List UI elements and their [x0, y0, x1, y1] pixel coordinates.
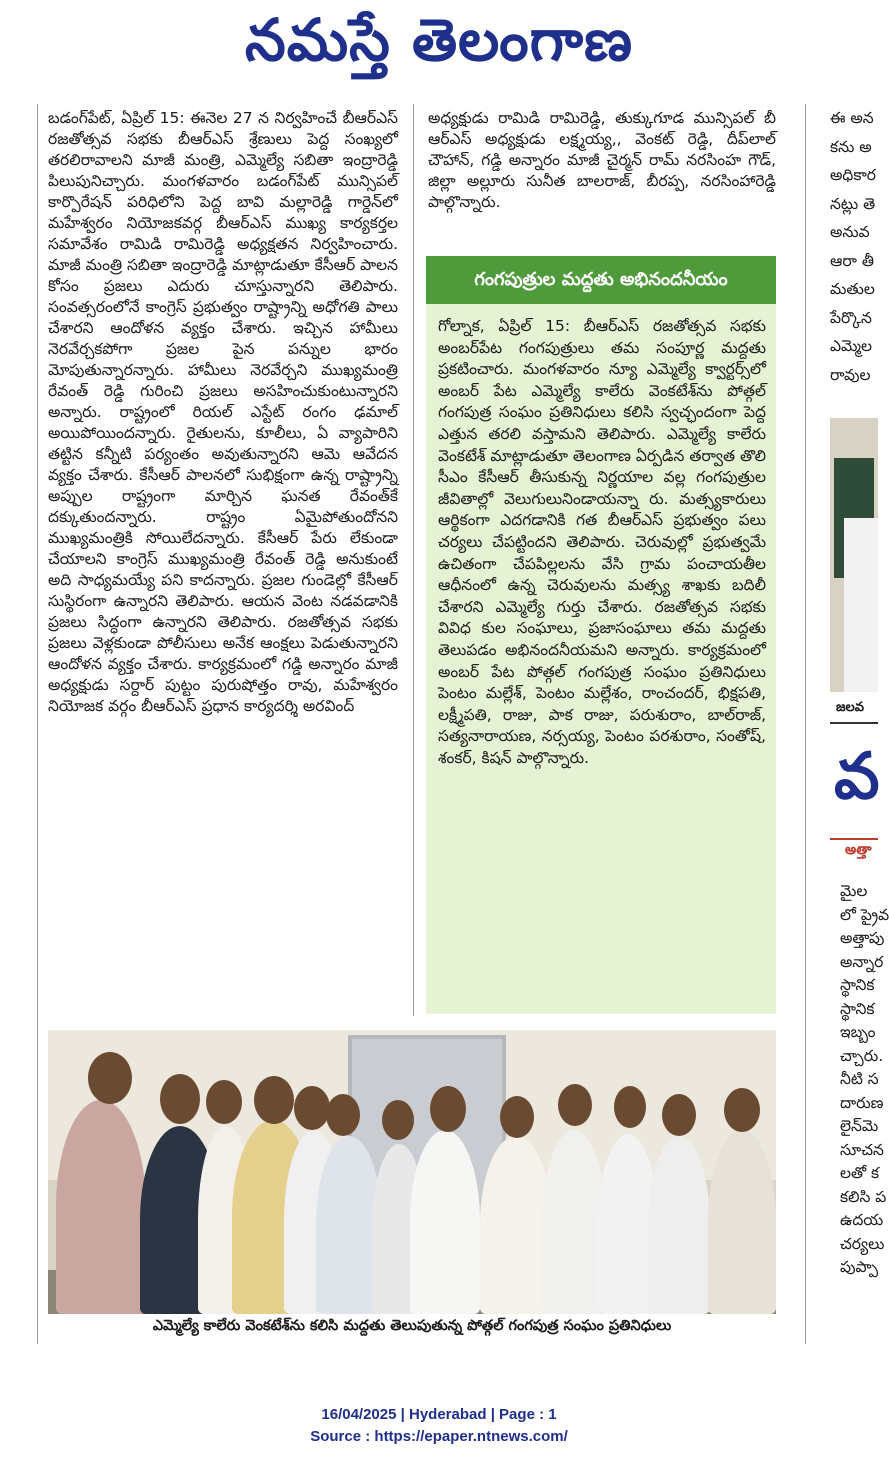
adjacent-line-fragment: అధికార [830, 166, 876, 184]
sidebar-article-heading: గంగపుత్రుల మద్దతు అభినందనీయం [426, 256, 776, 304]
adjacent-line-fragment: ఉదయ [840, 1211, 884, 1229]
footer-date-line: 16/04/2025 | Hyderabad | Page : 1 [321, 1406, 557, 1423]
adjacent-line-fragment: అన్నార [840, 952, 884, 971]
adjacent-line-fragment: అనువ [830, 223, 870, 241]
adjacent-line-fragment: లో ప్రైవ [840, 905, 889, 924]
adjacent-line-fragment: పేర్కొన [830, 308, 872, 327]
section-rule [830, 838, 878, 840]
adjacent-line-fragment: కలిసి ప [840, 1187, 887, 1206]
masthead [0, 0, 878, 92]
column-divider [805, 104, 806, 1344]
group-photo [48, 1030, 776, 1314]
adjacent-line-fragment: దారుణ [840, 1093, 884, 1112]
footer [0, 1404, 878, 1448]
adjacent-line-fragment: ఈ అన [830, 109, 874, 127]
adjacent-photo-caption: జలవ [836, 700, 864, 715]
adjacent-line-fragment: స్థానిక [840, 999, 875, 1018]
adjacent-line-fragment: ఇబ్బం [840, 1023, 876, 1041]
main-article-text: బడంగ్‌పేట్, ఏప్రిల్ 15: ఈనెల 27 న నిర్వహించే బీఆర్ఎస్ రజతోత్సవ సభకు బీఆర్ఎస్ శ్రేణులు పెద్ద సంఖ్యలో తరలిరావాలని మాజీ మంత్రి, ఎమ్మెల్యే సబితా ఇంద్రారెడ్డి పిలుపునిచ్చారు. మంగళవారం బడంగ్‌పేట్ మున్సిపల్ కార్పొరేషన్ పరిధిలోని పెద్ద బావి మల్లారెడ్డి గార్డెన్‌లో మహేశ్వరం నియోజకవర్గ బీఆర్ఎస్ ముఖ్య కార్యకర్తల సమావేశం రామిడి రామిరెడ్డి అధ్యక్షతన నిర్వహించారు. మాజీ మంత్రి సబితా ఇంద్రారెడ్డి మాట్లాడుతూ కేసీఆర్ పాలన కోసం ప్రజలు ఎదురు చూస్తున్నారని తెలిపారు. సంవత్సరంలోనే కాంగ్రెస్ ప్రభుత్వం రాష్ట్రాన్ని అధోగతి పాలు చేశారని ఆందోళన వ్యక్తం చేశారు. ఇచ్చిన హామీలు నెరవేర్చకపోగా ప్రజల పైన పన్నుల భారం మోపుతున్నారన్నారు. హామీలు నెరవేర్చని ముఖ్యమంత్రి రేవంత్ రెడ్డి గురించి ప్రజలు అసహించుకుంటున్నారని అన్నారు. రాష్ట్రంలో రియల్ ఎస్టేట్ రంగం ఢమాల్ అయిపోయిందన్నారు. రైతులను, కూలీలు, ఏ వ్యాపారిని తట్టిన కన్నీటి పర్యంతం అవుతున్నారని ఆమె ఆవేదన వ్యక్తం చేశారు. కేసీఆర్ పాలనలో సుభిక్షంగా ఉన్న రాష్ట్రాన్ని అప్పుల రాష్ట్రంగా మార్చిన ఘనత రేవంత్‌కే దక్కుతుందన్నారు. రాష్ట్రం ఏమైపోతుందోనని ముఖ్యమంత్రికి సోయిలేదన్నారు. కేసీఆర్ పేరు లేకుండా చేయాలని కాంగ్రెస్ ముఖ్యమంత్రి రేవంత్ రెడ్డి అనుకుంటే అది సాధ్యమయ్యే పని కాదన్నారు. ప్రజల గుండెల్లో కేసీఆర్ సుస్థిరంగా ఉన్నారని తెలిపారు. ఆయన వెంట నడవడానికి ప్రజలు సిద్ధంగా ఉన్నారని తెలిపారు. రజతోత్సవ సభకు ప్రజలు వెళ్లకుండా పోలీసులు అనేక ఆంక్షలు పెడుతున్నారని ఆందోళన వ్యక్తం చేశారు. కార్యక్రమంలో గడ్డి అన్నారం మాజీ అధ్యక్షుడు సర్దార్ పుట్టం పురుషోత్తం రావు, మహేశ్వరం నియోజక వర్గం బీఆర్ఎస్ ప్రధాన కార్యదర్శి అరవింద్ [48, 109, 398, 715]
adjacent-line-fragment: లైన్‌మె [840, 1117, 879, 1135]
adjacent-headline-fragment: వ [834, 740, 880, 814]
newspaper-title: నమస్తే తెలంగాణ [245, 6, 633, 74]
adjacent-line-fragment: పుప్పా [840, 1258, 879, 1276]
adjacent-line-fragment: నట్లు తె [830, 194, 876, 213]
adjacent-line-fragment: ఆరా తీ [830, 251, 874, 270]
adjacent-line-fragment: మైల [840, 882, 868, 900]
adjacent-line-fragment: స్థానిక [840, 976, 875, 994]
adjacent-line-fragment: లతో క [840, 1164, 880, 1182]
adjacent-text-fragment [840, 880, 889, 1360]
main-article-column [48, 108, 398, 1020]
adjacent-line-fragment: ఎమ్మెల [830, 337, 873, 355]
adjacent-line-fragment: నీటి స [840, 1070, 879, 1088]
adjacent-line-fragment: చ్చారు. [840, 1046, 884, 1065]
adjacent-line-fragment: సూచన [840, 1140, 884, 1159]
continuation-text: అధ్యక్షుడు రామిడి రామిరెడ్డి, తుక్కుగూడ మున్సిపల్ బీ ఆర్ఎస్ అధ్యక్షుడు లక్ష్మయ్య,, వెంకట్ రెడ్డి, దీప్‌లాల్ చౌహాన్, గడ్డి అన్నారం మాజీ చైర్మన్ రామ్ నరసింహ గౌడ్, జిల్లా అల్లూరు సునీత బాలరాజ్, బీరప్ప, నరసింహారెడ్డి పాల్గొన్నారు. [428, 109, 776, 211]
column-divider [37, 104, 38, 1344]
column-divider [413, 104, 414, 1016]
footer-source-line: Source : https://epaper.ntnews.com/ [310, 1428, 568, 1445]
section-rule [830, 722, 878, 724]
adjacent-line-fragment: అత్తాపు [840, 929, 885, 947]
adjacent-photo [830, 418, 878, 692]
adjacent-subheading-fragment: అత్తా [845, 842, 872, 858]
main-article-continuation [428, 108, 776, 213]
sidebar-article-text: గోల్నాక, ఏప్రిల్ 15: బీఆర్ఎస్ రజతోత్సవ సభకు అంబర్‌పేట గంగపుత్రులు తమ సంపూర్ణ మద్దతు ప్రకటించారు. మంగళవారం న్యూ ఎమ్మెల్యే క్వార్టర్స్‌లో అంబర్ పేట ఎమ్మెల్యే కాలేరు వెంకటేశ్‌ను పోత్గల్ గంగపుత్ర సంఘం ప్రతినిధులు కలిసి స్వచ్ఛందంగా పెద్ద ఎత్తున తరలి వస్తామని తెలిపారు. ఎమ్మెల్యే కాలేరు వెంకటేశ్ మాట్లాడుతూ తెలంగాణ ఏర్పడిన తర్వాత తొలి సీఎం కేసీఆర్ తీసుకున్న నిర్ణయాల వల్ల గంగపుత్రుల జీవితాల్లో వెలుగులునిండాయన్నా రు. మత్స్యకారులు ఆర్థికంగా ఎదగడానికి గత బీఆర్ఎస్ ప్రభుత్వం పలు చర్యలు చేపట్టిందని తెలిపారు. చెరువుల్లో ప్రభుత్వమే ఉచితంగా చేపపిల్లలను వేసి గ్రామ పంచాయతీల ఆధీనంలో ఉన్న చెరువులను మత్స్య శాఖకు బదిలీ చేశారని ఎమ్మెల్యే గుర్తు చేశారు. రజతోత్సవ సభకు వివిధ కుల సంఘాలు, ప్రజాసంఘాలు తమ మద్దతు తెలుపడం అభినందనీయమని అన్నారు. కార్యక్రమంలో అంబర్ పేట పోత్గల్ గంగపుత్ర సంఘం ప్రతినిధులు పెంటం మల్లేశ్, పెంటం మల్లేశం, రాంచందర్, భిక్షపతి, లక్ష్మీపతి, రాజు, పాక రాజు, పరుశురాం, బాల్‌రాజ్, సత్యనారాయణ, నర్సయ్య, పెంటం పరశురాం, సంతోష్, శంకర్, కిషన్ పాల్గొన్నారు. [438, 317, 766, 767]
adjacent-line-fragment: మతుల [830, 280, 875, 298]
adjacent-line-fragment: రావుల [830, 365, 871, 384]
adjacent-line-fragment: కను అ [830, 137, 872, 156]
photo-caption: ఎమ్మెల్యే కాలేరు వెంకటేశ్‌ను కలిసి మద్దతు తెలుపుతున్న పోత్గల్ గంగపుత్ర సంఘం ప్రతినిధులు [152, 1318, 672, 1334]
adjacent-line-fragment: చర్యలు [840, 1234, 885, 1253]
sidebar-article-box [426, 256, 776, 1014]
